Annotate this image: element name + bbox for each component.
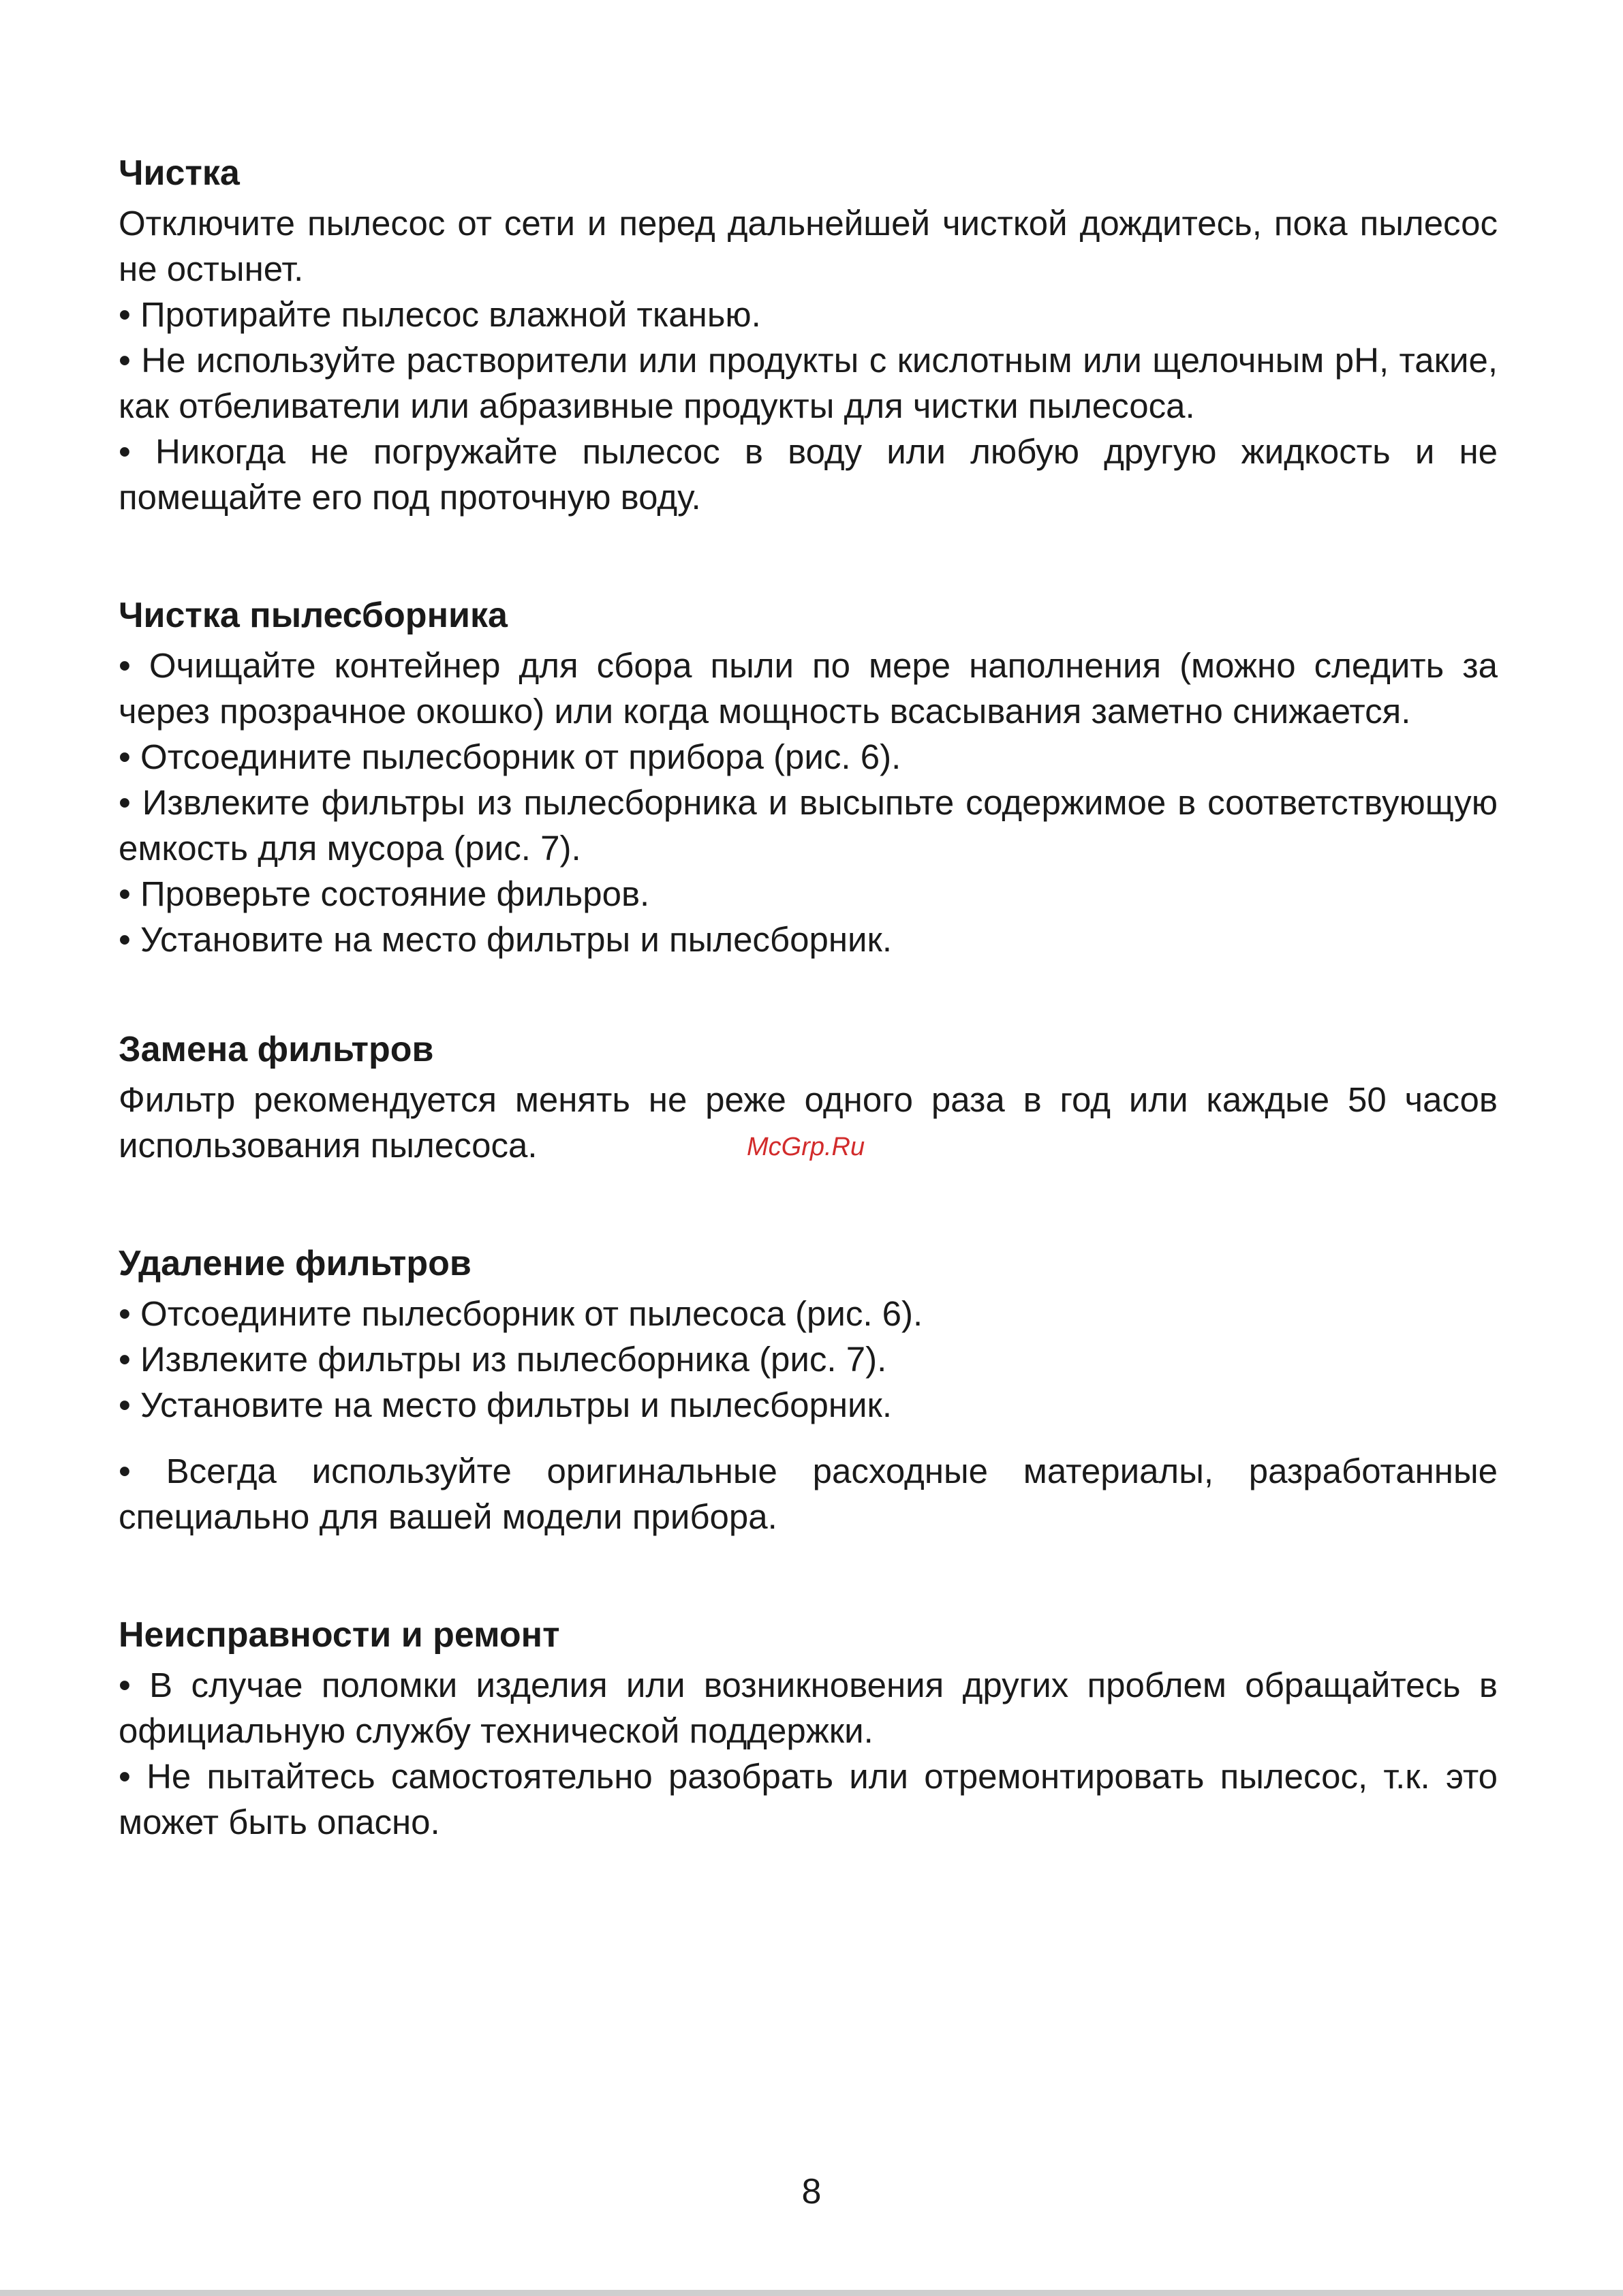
- section-heading-dust-container: Чистка пылесборника: [119, 596, 508, 635]
- section-heading-cleaning: Чистка: [119, 153, 240, 193]
- paragraph: Фильтр рекомендуется менять не реже одного раза в год или каждые 50 часов использования пылесоса.: [119, 1080, 1498, 1165]
- bullet-item: • В случае поломки изделия или возникновения других проблем обращайтесь в официальную службу технической поддержки.: [119, 1666, 1498, 1750]
- bullet-item: • Очищайте контейнер для сбора пыли по мере наполнения (можно следить за через прозрачное окошко) или когда мощность всасывания заметно снижается.: [119, 646, 1498, 731]
- bullet-item: • Всегда используйте оригинальные расходные материалы, разработанные специально для вашей модели прибора.: [119, 1452, 1498, 1536]
- bullet-item: • Отсоедините пылесборник от пылесоса (рис. 6).: [119, 1294, 923, 1333]
- page-number: 8: [801, 2172, 822, 2211]
- bullet-item: • Не используйте растворители или продукты с кислотным или щелочным pH, такие, как отбеливатели или абразивные продукты для чистки пылесоса.: [119, 341, 1498, 425]
- bullet-item: • Протирайте пылесос влажной тканью.: [119, 295, 761, 334]
- bullet-item: • Отсоедините пылесборник от прибора (рис. 6).: [119, 737, 901, 776]
- section-dust-container-cleaning: [119, 591, 1498, 962]
- section-heading-filter-replacement: Замена фильтров: [119, 1030, 434, 1069]
- section-filter-removal: [119, 1239, 1498, 1540]
- bullet-item: • Установите на место фильтры и пылесборник.: [119, 920, 892, 959]
- page-content: [119, 149, 1498, 1845]
- bullet-item: • Не пытайтесь самостоятельно разобрать или отремонтировать пылесос, т.к. это может быть опасно.: [119, 1757, 1498, 1841]
- paragraph: Отключите пылесос от сети и перед дальнейшей чисткой дождитесь, пока пылесос не остынет.: [119, 204, 1498, 288]
- section-heading-filter-removal: Удаление фильтров: [119, 1244, 472, 1283]
- page-bottom-divider: [0, 2290, 1623, 2296]
- section-cleaning: [119, 149, 1498, 520]
- bullet-item: • Извлеките фильтры из пылесборника (рис. 7).: [119, 1340, 887, 1379]
- section-heading-malfunctions: Неисправности и ремонт: [119, 1615, 560, 1655]
- bullet-item: • Проверьте состояние фильров.: [119, 874, 650, 913]
- bullet-item: • Установите на место фильтры и пылесборник.: [119, 1386, 892, 1424]
- bullet-item: • Никогда не погружайте пылесос в воду или любую другую жидкость и не помещайте его под проточную воду.: [119, 432, 1498, 517]
- watermark-text: McGrp.Ru: [747, 1133, 865, 1161]
- section-malfunctions-repair: [119, 1610, 1498, 1845]
- bullet-item: • Извлеките фильтры из пылесборника и высыпьте содержимое в соответствующую емкость для мусора (рис. 7).: [119, 783, 1498, 868]
